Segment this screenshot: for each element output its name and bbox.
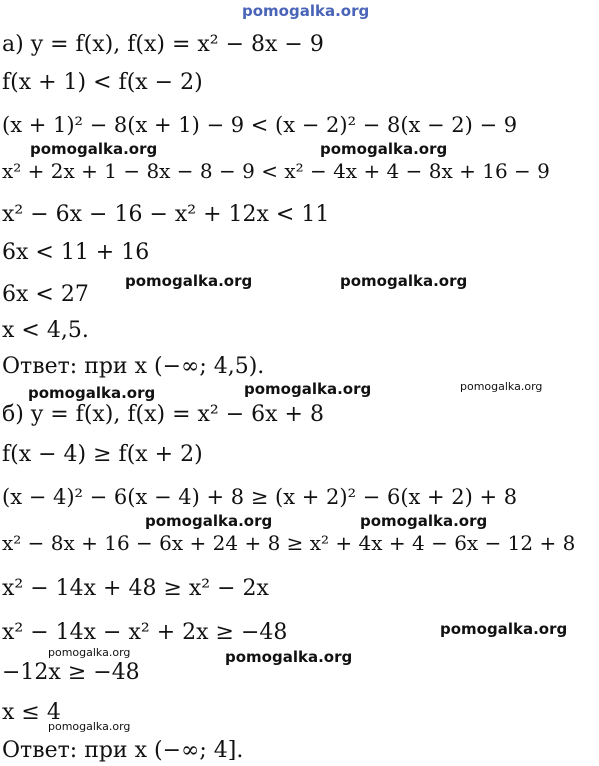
part-b-line-7: −12x ≥ −48: [2, 660, 140, 685]
part-a-line-6: 6x < 11 + 16: [2, 240, 150, 265]
watermark-a2: pomogalka.org: [320, 140, 448, 158]
part-b-line-3: (x − 4)² − 6(x − 4) + 8 ≥ (x + 2)² − 6(x + 2) + 8: [2, 485, 518, 509]
watermark-b6: pomogalka.org: [48, 720, 131, 733]
part-b-line-6: x² − 14x − x² + 2x ≥ −48: [2, 620, 288, 645]
watermark-b5: pomogalka.org: [225, 648, 353, 666]
part-b-line-2: f(x − 4) ≥ f(x + 2): [2, 442, 203, 467]
part-b-answer: Ответ: при x (−∞; 4].: [2, 738, 244, 763]
part-a-line-1: а) y = f(x), f(x) = x² − 8x − 9: [2, 32, 324, 57]
part-b-line-8: x ≤ 4: [2, 700, 61, 725]
watermark-a5: pomogalka.org: [28, 384, 156, 402]
watermark-b1: pomogalka.org: [145, 512, 273, 530]
watermark-a4: pomogalka.org: [340, 272, 468, 290]
watermark-a6: pomogalka.org: [244, 380, 372, 398]
part-b-line-5: x² − 14x + 48 ≥ x² − 2x: [2, 576, 269, 601]
part-a-line-2: f(x + 1) < f(x − 2): [2, 70, 203, 95]
part-b-line-4: x² − 8x + 16 − 6x + 24 + 8 ≥ x² + 4x + 4 − 6x − 12 + 8: [2, 531, 576, 555]
watermark-a7: pomogalka.org: [460, 380, 543, 393]
watermark-b4: pomogalka.org: [48, 646, 131, 659]
part-a-line-8: x < 4,5.: [2, 318, 89, 343]
part-a-line-4: x² + 2x + 1 − 8x − 8 − 9 < x² − 4x + 4 − 8x + 16 − 9: [2, 159, 550, 183]
watermark-b2: pomogalka.org: [360, 512, 488, 530]
part-a-answer: Ответ: при x (−∞; 4,5).: [2, 354, 265, 379]
part-a-line-5: x² − 6x − 16 − x² + 12x < 11: [2, 202, 330, 227]
part-a-line-3: (x + 1)² − 8(x + 1) − 9 < (x − 2)² − 8(x − 2) − 9: [2, 113, 518, 137]
watermark-a3: pomogalka.org: [125, 272, 253, 290]
part-b-line-1: б) y = f(x), f(x) = x² − 6x + 8: [2, 402, 324, 427]
watermark-a1: pomogalka.org: [30, 140, 158, 158]
part-a-line-7: 6x < 27: [2, 282, 89, 307]
watermark-b3: pomogalka.org: [440, 620, 568, 638]
watermark-top: pomogalka.org: [242, 2, 370, 20]
